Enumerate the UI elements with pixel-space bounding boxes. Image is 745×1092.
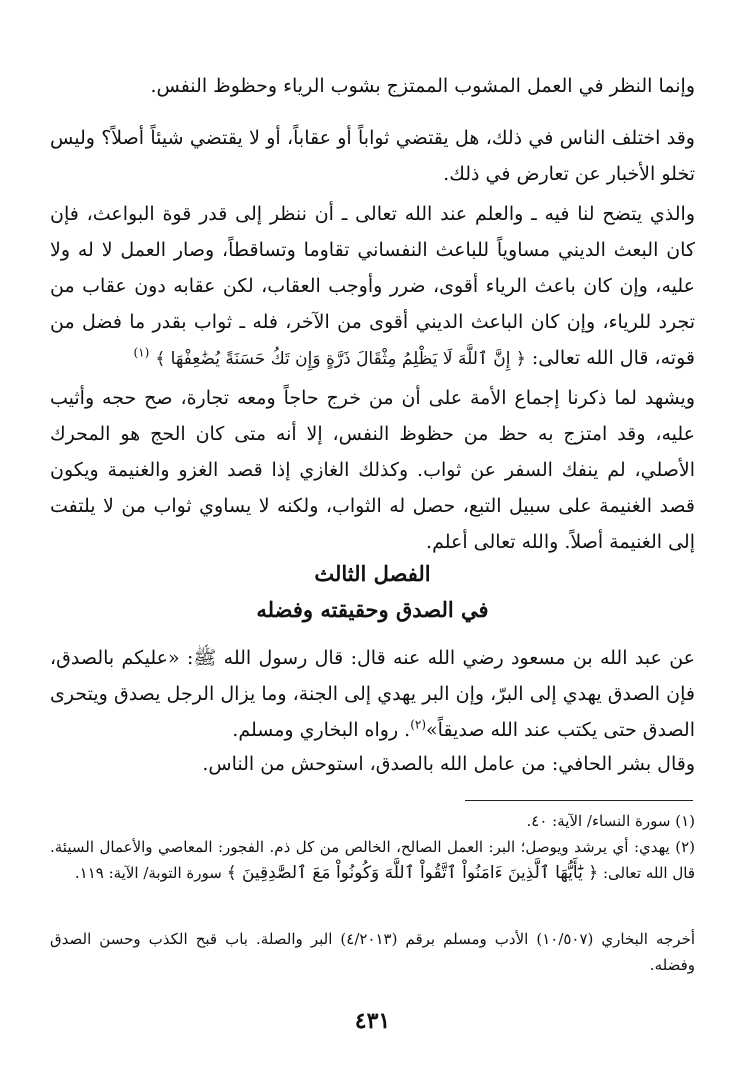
footnote-2-text: (٢) يهدي: أي يرشد ويوصل؛ البر: العمل الصالح، الخالص من كل ذم. الفجور: المعاصي والأعمال السيئة. قال الله تعالى: xyxy=(50,838,695,882)
paragraph-3-text: والذي يتضح لنا فيه ـ والعلم عند الله تعالى ـ أن ننظر إلى قدر قوة البواعث، فإن كان البعث الديني مساوياً للباعث النفساني تقاوما وتساقطاً، وصار العمل لا له ولا عليه، وإن كان باعث الرياء أقوى، ضرر وأوجب العقاب، لكن عقابه دون عقاب من تجرد للرياء، وإن كان الباعث الديني أقوى من الآخر، فله ـ ثواب بقدر ما فضل من قوته، قال الله تعالى: xyxy=(50,203,695,369)
paragraph-3 xyxy=(50,196,695,377)
footnote-2 xyxy=(50,834,695,886)
page-number: ٤٣١ xyxy=(354,1008,391,1034)
paragraph-4: ويشهد لما ذكرنا إجماع الأمة على أن من خرج حاجاً ومعه تجارة، صح حجه وأثيب عليه، وقد امتزج به حظ من حظوظ النفس، إلا أنه متى كان الحج هو المحرك الأصلي، لم ينفك السفر عن ثواب. وكذلك الغازي إذا قصد الغزو والغنيمة ويكون قصد الغنيمة على سبيل التبع، حصل له الثواب، ولكنه لا يساوي ثواب من لا يلتفت إلى الغنيمة أصلاً. والله تعالى أعلم. xyxy=(50,387,695,553)
footnote-divider xyxy=(465,800,693,801)
footnote-ref-2: (٢) xyxy=(410,717,427,732)
footnote-2-source: سورة التوبة/ الآية: ١١٩. xyxy=(74,864,222,882)
paragraph-6: وقال بشر الحافي: من عامل الله بالصدق، استوحش من الناس. xyxy=(202,753,695,775)
hadith-source: . رواه البخاري ومسلم. xyxy=(232,719,411,741)
footnote-1: (١) سورة النساء/ الآية: ٤٠. xyxy=(526,812,695,830)
paragraph-2: وقد اختلف الناس في ذلك، هل يقتضي ثواباً أو عقاباً، أو لا يقتضي شيئاً أصلاً؟ وليس تخلو الأخبار عن تعارض في ذلك. xyxy=(50,127,695,185)
paragraph-5 xyxy=(50,640,695,748)
hadith-text: عن عبد الله بن مسعود رضي الله عنه قال: قال رسول الله ﷺ: «عليكم بالصدق، فإن الصدق يهدي إلى البرّ، وإن البر يهدي إلى الجنة، وما يزال الرجل يصدق ويتحرى الصدق حتى يكتب عند الله صديقاً» xyxy=(50,647,695,741)
footnote-2-quran-verse: ﴿ يَٰٓأَيُّهَا ٱلَّذِينَ ءَامَنُواْ ٱتَّقُواْ ٱللَّهَ وَكُونُواْ مَعَ ٱلصَّٰدِقِينَ ﴾ xyxy=(226,863,599,883)
quran-verse: ﴿ إِنَّ ٱللَّهَ لَا يَظْلِمُ مِثْقَالَ ذَرَّةٍ وَإِن تَكُ حَسَنَةً يُضَٰعِفْهَا ﴾ xyxy=(155,349,526,369)
chapter-heading: الفصل الثالث xyxy=(314,561,431,586)
paragraph-1: وإنما النظر في العمل المشوب الممتزج بشوب الرياء وحظوظ النفس. xyxy=(150,75,695,97)
footnote-ref-1: (١) xyxy=(133,345,150,360)
footnote-3: أخرجه البخاري (١٠/٥٠٧) الأدب ومسلم برقم (٤/٢٠١٣) البر والصلة. باب قبح الكذب وحسن الصدق وفضله. xyxy=(50,930,696,974)
chapter-title: في الصدق وحقيقته وفضله xyxy=(256,597,489,622)
